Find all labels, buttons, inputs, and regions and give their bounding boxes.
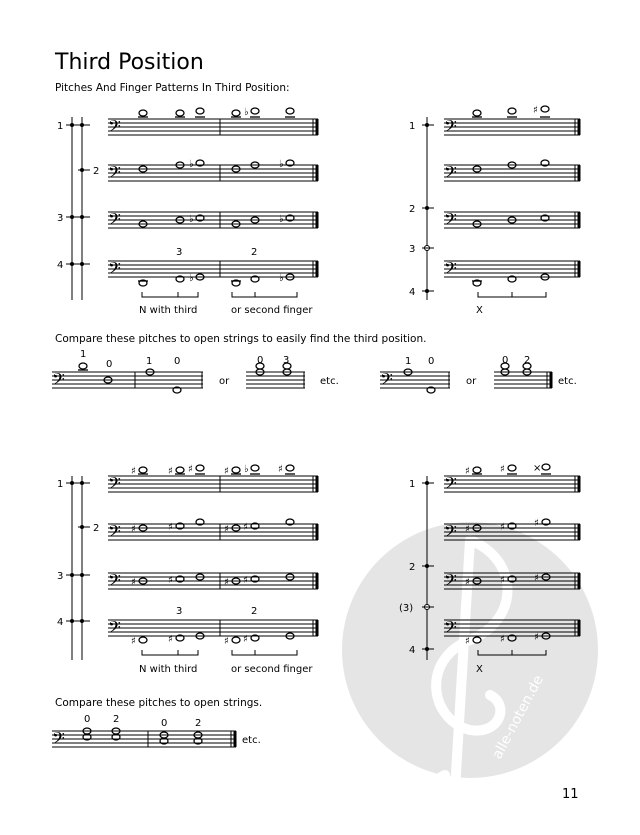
finger-label-1: 1 xyxy=(57,479,64,490)
svg-text:3: 3 xyxy=(283,355,290,366)
label-n-with-third: N with third xyxy=(139,664,198,675)
clefs-top-left xyxy=(108,116,121,282)
finger-label-1: 1 xyxy=(409,121,416,132)
finger-number-3: 3 xyxy=(176,247,183,258)
finger-label-4: 4 xyxy=(409,645,416,656)
svg-text:♯: ♯ xyxy=(224,466,229,477)
svg-text:♯: ♯ xyxy=(500,522,505,533)
svg-text:♯: ♯ xyxy=(168,575,173,586)
bass-clef-icon: 𝄢 xyxy=(108,473,121,497)
svg-text:♯: ♯ xyxy=(534,518,539,529)
label-etc: etc. xyxy=(558,376,577,387)
svg-text:♯: ♯ xyxy=(465,636,470,647)
svg-text:♯: ♯ xyxy=(534,632,539,643)
svg-text:×: × xyxy=(533,463,542,474)
svg-text:♯: ♯ xyxy=(224,577,229,588)
svg-text:2: 2 xyxy=(113,714,120,725)
finger-label-2: 2 xyxy=(409,562,416,573)
svg-text:♭: ♭ xyxy=(279,214,284,225)
bass-clef-icon: 𝄢 xyxy=(52,369,65,393)
compare-staves-row-2 xyxy=(52,731,236,747)
bass-clef-icon: 𝄢 xyxy=(108,258,121,282)
bass-clef-icon: 𝄢 xyxy=(380,369,393,393)
compare-staves-row-1 xyxy=(52,372,552,388)
finger-chart-top-left xyxy=(57,117,99,300)
page-title: Third Position xyxy=(55,50,204,75)
svg-text:♭: ♭ xyxy=(189,214,194,225)
svg-text:♯: ♯ xyxy=(168,634,173,645)
svg-text:♭: ♭ xyxy=(279,159,284,170)
finger-label-4: 4 xyxy=(409,287,416,298)
bass-clef-icon: 𝄢 xyxy=(444,617,457,641)
label-etc: etc. xyxy=(242,735,261,746)
clefs-top-right xyxy=(444,116,457,282)
bracket-bottom-left xyxy=(142,650,297,655)
svg-text:♯: ♯ xyxy=(224,636,229,647)
svg-text:2: 2 xyxy=(524,355,531,366)
finger-label-1: 1 xyxy=(57,121,64,132)
bass-clef-icon: 𝄢 xyxy=(108,521,121,545)
svg-text:♯: ♯ xyxy=(243,634,248,645)
caption-pitches-finger-patterns: Pitches And Finger Patterns In Third Position: xyxy=(55,82,290,94)
svg-text:♯: ♯ xyxy=(243,522,248,533)
svg-text:0: 0 xyxy=(174,356,181,367)
bass-clef-icon: 𝄢 xyxy=(444,209,457,233)
svg-text:2: 2 xyxy=(195,718,202,729)
finger-label-4: 4 xyxy=(57,260,64,271)
svg-text:♯: ♯ xyxy=(131,524,136,535)
watermark-text: alle-noten.de xyxy=(489,672,547,762)
svg-text:♭: ♭ xyxy=(279,273,284,284)
watermark-logo xyxy=(342,522,598,793)
svg-text:♯: ♯ xyxy=(243,575,248,586)
label-or: or xyxy=(466,376,477,387)
svg-text:1: 1 xyxy=(80,349,87,360)
finger-label-3: 3 xyxy=(57,213,64,224)
svg-text:♯: ♯ xyxy=(465,466,470,477)
staves-top-right xyxy=(444,119,580,277)
staves-top-left xyxy=(108,119,318,277)
svg-text:0: 0 xyxy=(502,355,509,366)
finger-label-1: 1 xyxy=(409,479,416,490)
svg-text:♯: ♯ xyxy=(465,577,470,588)
svg-text:♯: ♯ xyxy=(500,575,505,586)
finger-label-3-parenthesized: (3) xyxy=(399,603,414,614)
svg-text:♯: ♯ xyxy=(465,524,470,535)
bass-clef-icon: 𝄢 xyxy=(444,521,457,545)
fingerings-compare-row-1 xyxy=(80,349,530,370)
bass-clef-icon: 𝄢 xyxy=(108,209,121,233)
caption-compare-third-position: Compare these pitches to open strings to easily find the third position. xyxy=(55,333,427,345)
staves-bottom-left xyxy=(108,476,318,636)
svg-text:0: 0 xyxy=(84,714,91,725)
notes-compare-row-2 xyxy=(83,728,202,744)
svg-text:♯: ♯ xyxy=(500,634,505,645)
svg-text:♯: ♯ xyxy=(131,636,136,647)
fingerings-compare-row-2 xyxy=(84,714,201,729)
bass-clef-icon: 𝄢 xyxy=(108,162,121,186)
label-or-second-finger: or second finger xyxy=(231,664,313,675)
label-x: X xyxy=(476,664,483,675)
svg-text:♭: ♭ xyxy=(189,273,194,284)
svg-text:♯: ♯ xyxy=(224,524,229,535)
svg-text:♯: ♯ xyxy=(168,522,173,533)
label-or-second-finger: or second finger xyxy=(231,305,313,316)
notes-top-right xyxy=(472,105,550,286)
label-or: or xyxy=(219,376,230,387)
svg-text:♭: ♭ xyxy=(244,107,249,118)
svg-text:♯: ♯ xyxy=(188,464,193,475)
svg-text:0: 0 xyxy=(428,356,435,367)
finger-chart-top-right xyxy=(409,117,434,300)
finger-number-2: 2 xyxy=(251,606,258,617)
svg-text:♯: ♯ xyxy=(533,105,538,116)
finger-number-3: 3 xyxy=(176,606,183,617)
svg-text:♯: ♯ xyxy=(131,577,136,588)
svg-text:♯: ♯ xyxy=(500,464,505,475)
svg-text:0: 0 xyxy=(106,359,113,370)
bass-clef-icon: 𝄢 xyxy=(444,570,457,594)
bass-clef-icon: 𝄢 xyxy=(444,473,457,497)
finger-number-2: 2 xyxy=(251,247,258,258)
page-number: 11 xyxy=(562,787,579,802)
bass-clef-icon: 𝄢 xyxy=(108,116,121,140)
finger-label-3: 3 xyxy=(409,244,416,255)
svg-text:1: 1 xyxy=(405,356,412,367)
bass-clef-icon: 𝄢 xyxy=(444,116,457,140)
bass-clef-icon: 𝄢 xyxy=(444,258,457,282)
svg-text:♭: ♭ xyxy=(244,464,249,475)
bracket-top-right xyxy=(478,292,546,297)
label-etc: etc. xyxy=(320,376,339,387)
finger-chart-bottom-left xyxy=(57,476,99,660)
finger-label-4: 4 xyxy=(57,617,64,628)
finger-label-2: 2 xyxy=(409,204,416,215)
svg-text:♯: ♯ xyxy=(168,466,173,477)
svg-text:♯: ♯ xyxy=(534,573,539,584)
clefs-bottom-left xyxy=(108,473,121,641)
bass-clef-icon: 𝄢 xyxy=(444,162,457,186)
bass-clef-icon: 𝄢 xyxy=(108,570,121,594)
label-n-with-third: N with third xyxy=(139,305,198,316)
svg-text:♯: ♯ xyxy=(278,464,283,475)
bass-clef-icon: 𝄢 xyxy=(52,728,65,752)
svg-text:1: 1 xyxy=(146,356,153,367)
svg-text:♭: ♭ xyxy=(189,159,194,170)
caption-compare-open-strings: Compare these pitches to open strings. xyxy=(55,697,263,709)
svg-text:0: 0 xyxy=(257,355,264,366)
bracket-top-left xyxy=(142,292,297,297)
svg-text:♯: ♯ xyxy=(131,466,136,477)
finger-label-2: 2 xyxy=(93,523,100,534)
label-x: X xyxy=(476,305,483,316)
svg-text:0: 0 xyxy=(161,718,168,729)
bass-clef-icon: 𝄢 xyxy=(108,617,121,641)
notes-top-left xyxy=(138,107,295,286)
finger-label-2: 2 xyxy=(93,166,100,177)
finger-label-3: 3 xyxy=(57,571,64,582)
